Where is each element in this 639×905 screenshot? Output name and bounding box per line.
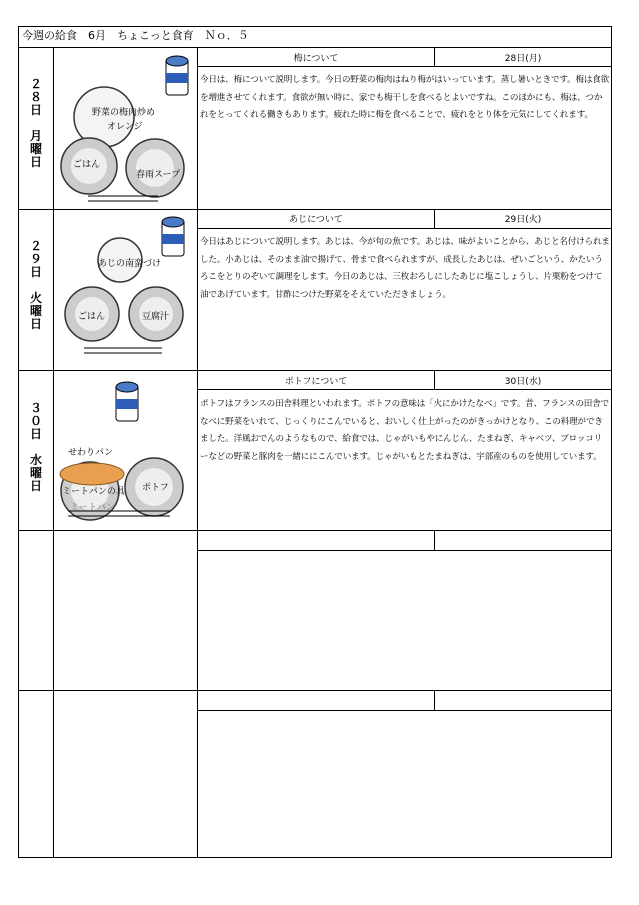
- topic-title: 梅について: [293, 54, 339, 64]
- column-divider: [197, 48, 198, 858]
- menu-illustration: [54, 210, 196, 369]
- milk-bottle-icon: [116, 382, 138, 421]
- milk-bottle-icon: [162, 217, 184, 256]
- menu-item: ポトフ: [142, 483, 169, 493]
- topic-title: ポトフについて: [284, 377, 348, 387]
- menu-item: オレンジ: [107, 122, 143, 132]
- milk-bottle-icon: [166, 56, 188, 95]
- menu-item: ごはん: [73, 160, 101, 170]
- page-title: 今週の給食 6月 ちょこっと食育 Ｎｏ．５: [18, 26, 612, 48]
- title-row-line: [197, 228, 612, 229]
- day-label: ２ ８ 日 月 曜 日: [29, 77, 42, 169]
- menu-illustration: [54, 371, 196, 529]
- menu-item: 野菜の梅肉炒め: [92, 108, 156, 118]
- menu-item: せわりパン: [68, 448, 114, 458]
- row-divider: [18, 690, 612, 691]
- menu-item: ミートパンの具: [62, 487, 125, 497]
- article-body: ポトフはフランスの田舎料理といわれます。ポトフの意味は「火にかけたなべ」です。昔、フランスの田舎でなべに野菜をいれて、じっくりにこんでいると、おいしく仕上がったのがきっかけとなり、この料理ができました。洋風おでんのようなもので、給食では、じゃがいもやにんじん、たまねぎ、キャベツ、ブロッコリーなどの野菜と豚肉を一緒ににこんでいます。じゃがいもとたまねぎは、宇部産のものを使用しています。: [200, 399, 609, 462]
- meal-drawing: [54, 210, 196, 369]
- date-cell: 30日(水): [504, 377, 542, 387]
- menu-item: 豆腐汁: [142, 312, 170, 322]
- article-body: 今日は、梅について説明します。今日の野菜の梅肉はねり梅がはいっています。蒸し暑いときです。梅は食欲を増進させてくれます。食欲が無い時に、家でも梅干しを食べるとよいですね。このほかにも、梅は、つかれをとってくれる働きもあります。疲れた時に梅を食べることで、疲れをとり体を元気にしてくれます。: [200, 75, 610, 120]
- title-row-line: [197, 710, 612, 711]
- day-label: ２ ９ 日 火 曜 日: [29, 239, 42, 331]
- title-row-line: [197, 389, 612, 390]
- menu-illustration: [54, 49, 196, 208]
- topic-title: あじについて: [289, 215, 343, 225]
- title-row-line: [197, 66, 612, 67]
- date-cell: 29日(火): [504, 215, 542, 225]
- article-body: 今日はあじについて説明します。あじは、今が旬の魚です。あじは、味がよいことから、あじと名付けられました。小あじは、そのまま油で揚げて、骨まで食べられますが、成長したあじは、ぜいごという、かたいうろこをとりのぞいて調理をします。今日のあじは、三枚おろしにしたあじに塩こしょうし、片栗粉をつけて油であげています。甘酢につけた野菜をそえていただきましょう。: [200, 237, 610, 300]
- title-row-line: [197, 550, 612, 551]
- date-cell: 28日(月): [504, 54, 542, 64]
- row-divider: [18, 530, 612, 531]
- menu-item: ミートパン: [70, 503, 115, 513]
- menu-item: ごはん: [78, 312, 106, 322]
- day-label: ３ ０ 日 水 曜 日: [29, 401, 42, 493]
- menu-item: 春雨スープ: [136, 170, 181, 180]
- menu-item: あじの南蛮づけ: [98, 259, 162, 269]
- date-divider: [434, 530, 435, 550]
- date-divider: [434, 690, 435, 710]
